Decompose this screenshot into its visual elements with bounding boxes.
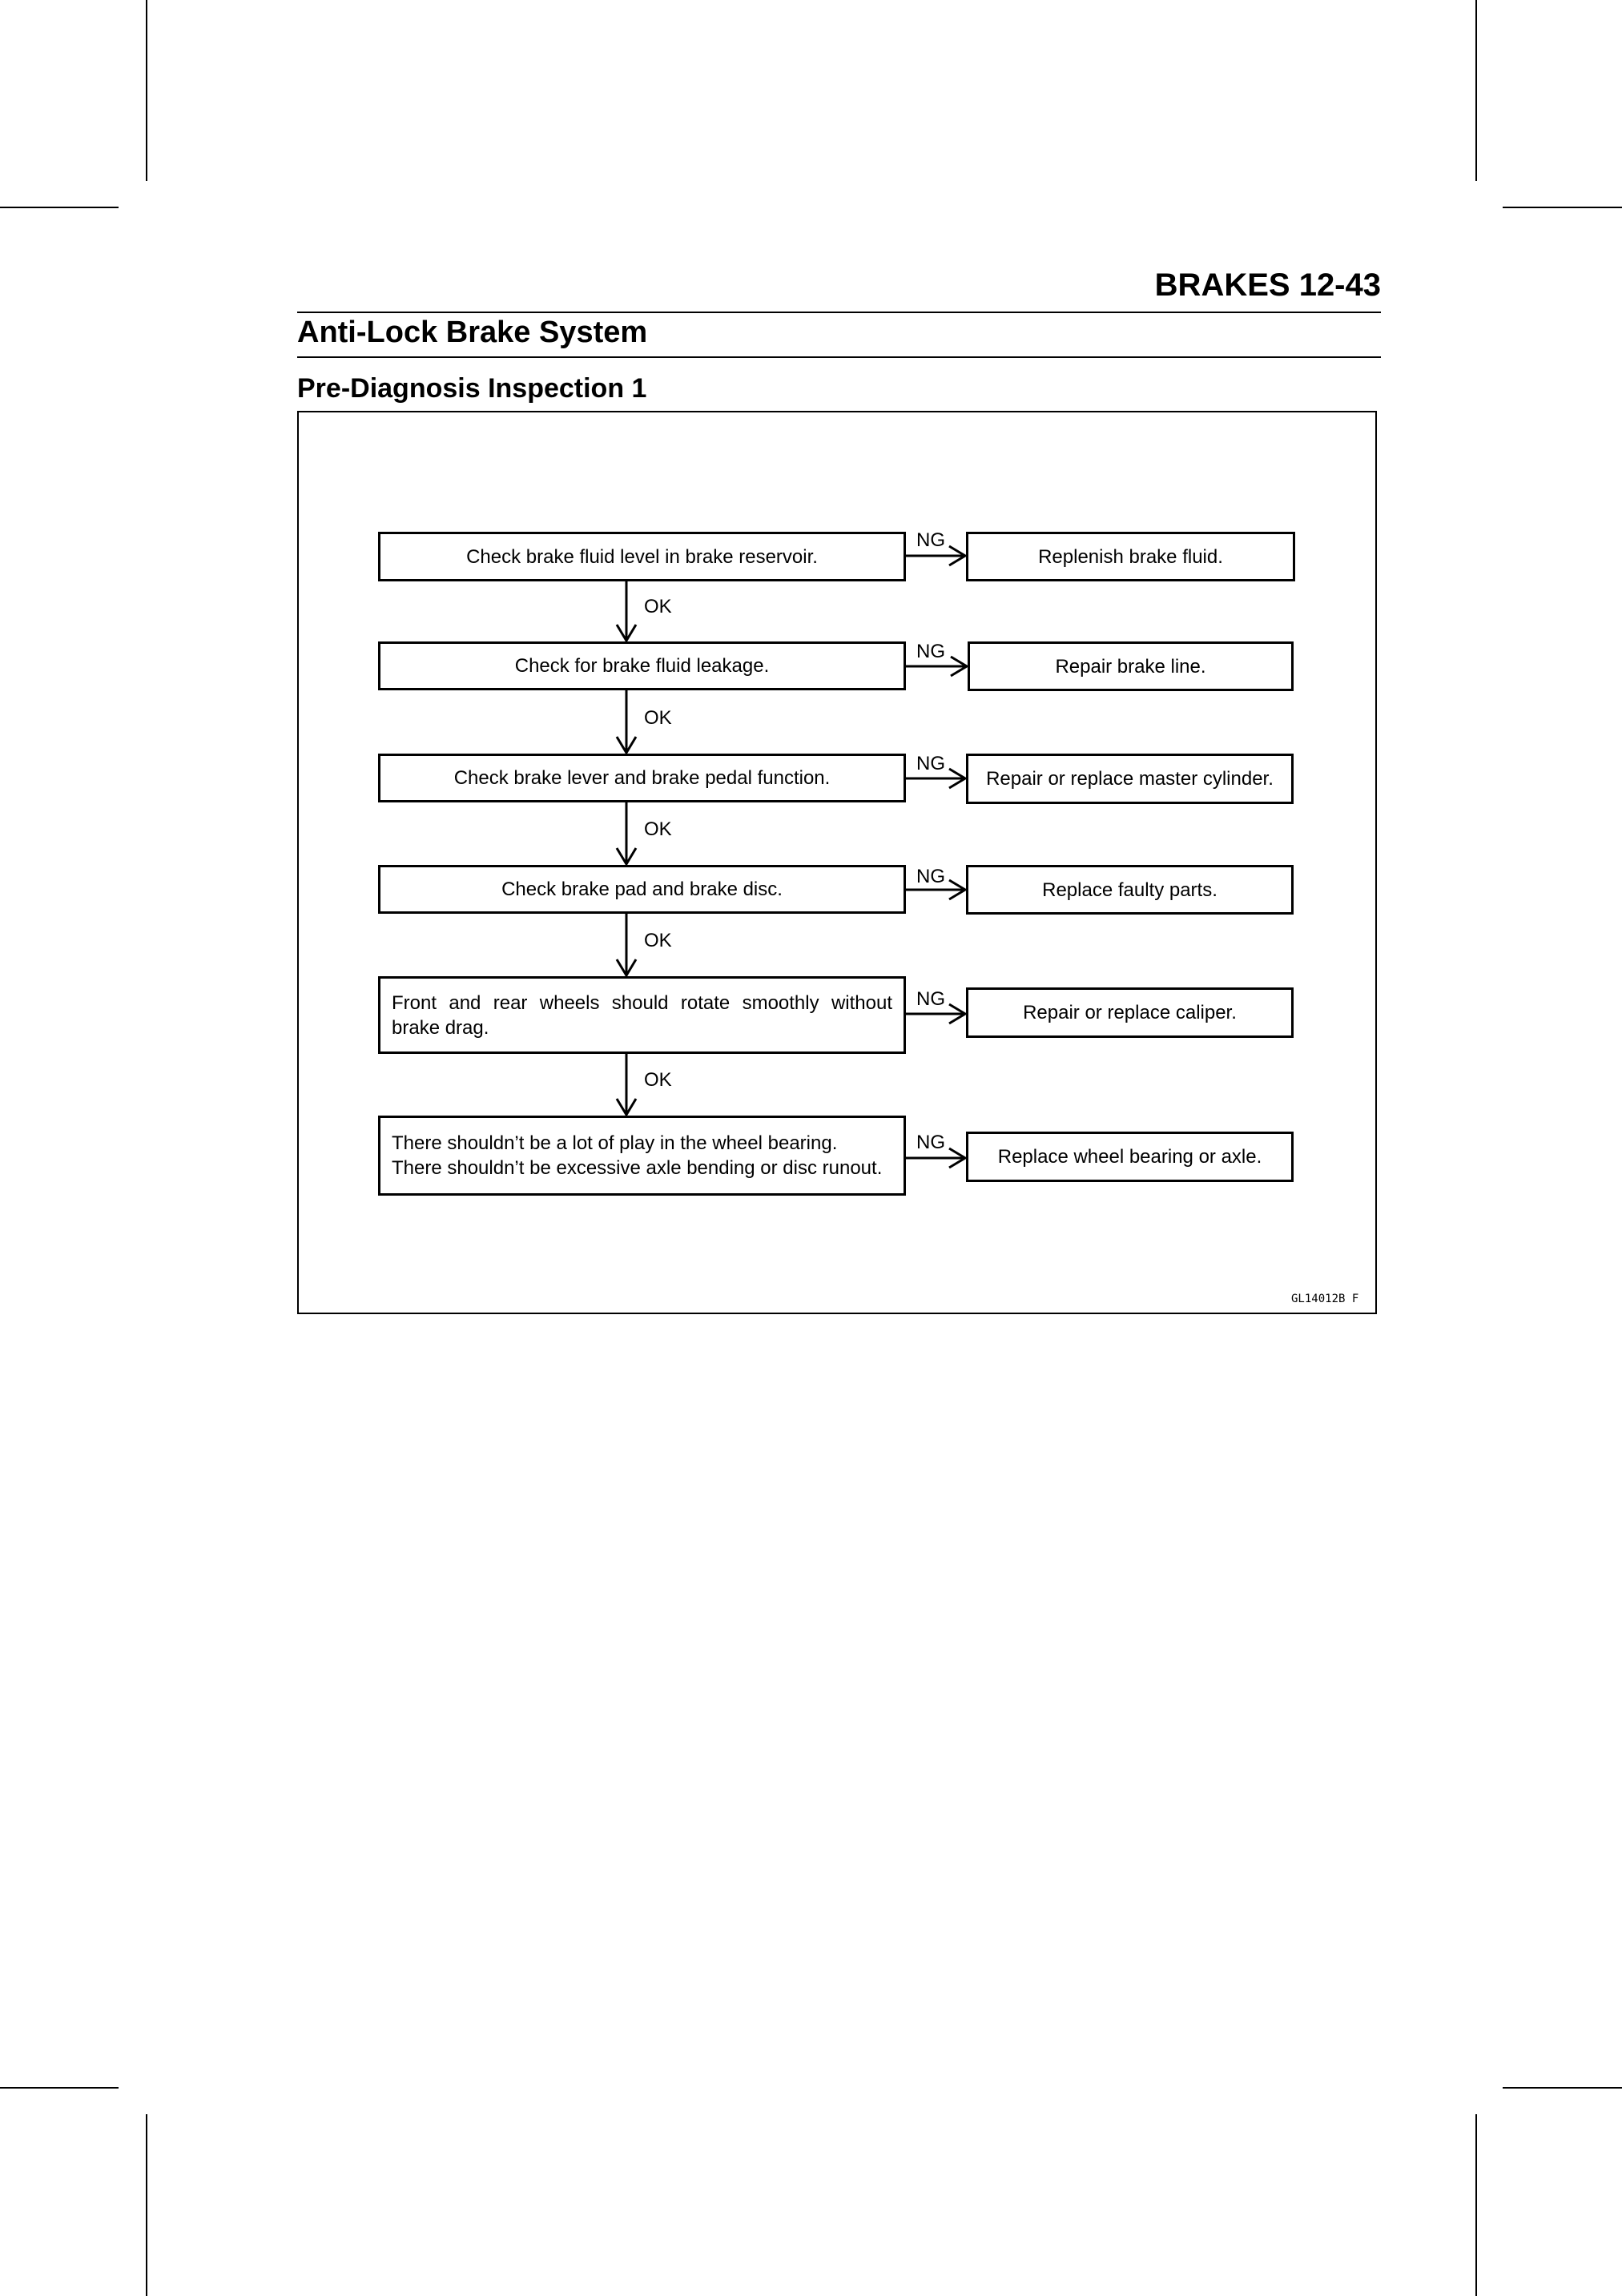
remedy-box-master-cylinder <box>966 754 1294 804</box>
check-box-fluid-level <box>378 532 906 581</box>
ng-label: NG <box>916 641 945 662</box>
check-box-bearing-axle <box>378 1116 906 1196</box>
remedy-box-repair-line <box>968 641 1294 691</box>
remedy-text: Replace wheel bearing or axle. <box>997 1146 1262 1168</box>
remedy-box-replenish-fluid <box>966 532 1295 581</box>
figure-code: GL14012B F <box>1291 1293 1359 1305</box>
remedy-text: Repair or replace master cylinder. <box>986 768 1274 790</box>
check-box-pad-disc <box>378 865 906 914</box>
ok-label: OK <box>644 596 672 617</box>
ng-label: NG <box>916 529 945 551</box>
check-text: Front and rear wheels should rotate smoothly without brake drag. <box>392 991 892 1039</box>
check-box-lever-pedal <box>378 754 906 802</box>
check-text: Check brake pad and brake disc. <box>501 879 783 900</box>
ng-label: NG <box>916 753 945 774</box>
remedy-box-faulty-parts <box>966 865 1294 915</box>
remedy-text: Replace faulty parts. <box>1042 879 1218 901</box>
page-header: BRAKES 12-43 <box>1154 267 1381 303</box>
ng-label: NG <box>916 866 945 887</box>
check-text: Check brake lever and brake pedal function. <box>453 767 831 789</box>
section-title: Anti-Lock Brake System <box>297 316 648 349</box>
check-text: Check brake fluid level in brake reservoir. <box>466 545 818 568</box>
check-box-leakage <box>378 641 906 690</box>
ng-label: NG <box>916 988 945 1010</box>
remedy-text: Replenish brake fluid. <box>1038 545 1223 568</box>
ok-label: OK <box>644 1069 672 1091</box>
ok-label: OK <box>644 818 672 840</box>
ok-label: OK <box>644 707 672 729</box>
check-box-wheel-rotation <box>378 976 906 1054</box>
check-text: There shouldn’t be a lot of play in the wheel bearing. There shouldn’t be excessive axle bending or disc runout. <box>392 1132 883 1179</box>
ok-label: OK <box>644 930 672 951</box>
remedy-text: Repair or replace caliper. <box>1023 1002 1237 1023</box>
check-text: Check for brake fluid leakage. <box>514 655 770 677</box>
remedy-box-caliper <box>966 987 1294 1038</box>
remedy-text: Repair brake line. <box>1055 655 1206 678</box>
remedy-box-bearing-axle <box>966 1132 1294 1182</box>
sub-title: Pre-Diagnosis Inspection 1 <box>297 373 647 404</box>
ng-label: NG <box>916 1132 945 1153</box>
